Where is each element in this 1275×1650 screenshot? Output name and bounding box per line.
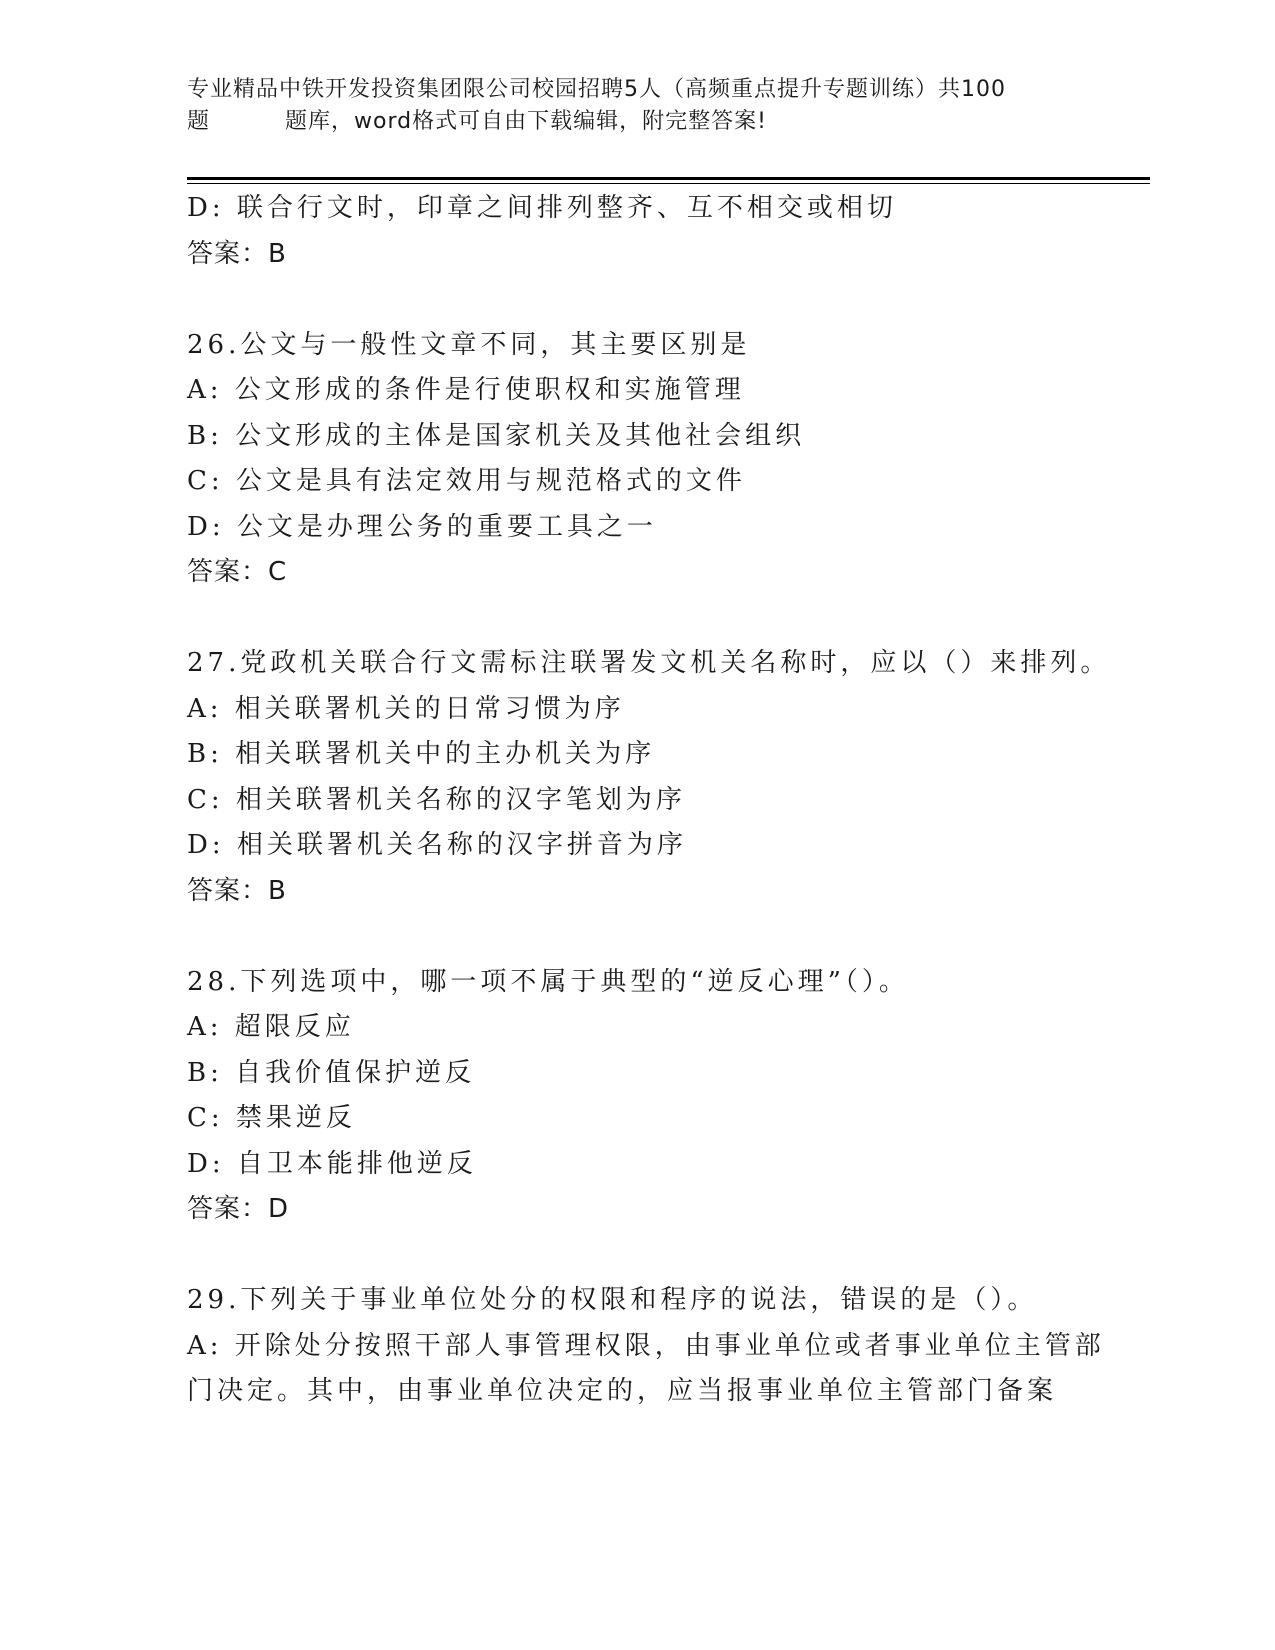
header-title-line1: 专业精品中铁开发投资集团限公司校园招聘5人（高频重点提升专题训练）共100 [187,77,1006,102]
option-b: B: 自我价值保护逆反 [187,1057,476,1088]
question-stem: 28.下列选项中，哪一项不属于典型的“逆反心理”（）。 [187,966,909,997]
question-27 [187,641,1111,914]
option-d: D: 相关联署机关名称的汉字拼音为序 [187,830,687,860]
question-stem: 26.公文与一般性文章不同，其主要区别是 [187,329,751,360]
option-a: A: 超限反应 [187,1012,355,1042]
option-a: A: 公文形成的条件是行使职权和实施管理 [187,375,745,405]
header-divider-thin [187,183,1150,184]
option-c: C: 相关联署机关名称的汉字笔划为序 [187,784,686,815]
header-title-line2-left: 题 [187,109,211,134]
question-26 [187,323,1087,596]
spacer [187,1233,1087,1279]
option-c: C: 禁果逆反 [187,1103,356,1133]
document-body [187,186,1111,1415]
header-title-line2 [187,106,1087,138]
header-title-line2-right: 题库，word格式可自由下载编辑，附完整答案! [285,109,767,134]
option-d: D: 自卫本能排他逆反 [187,1148,477,1179]
question-28 [187,960,1087,1233]
option-a-continued: 门决定。其中，由事业单位决定的，应当报事业单位主管部门备案 [187,1376,1058,1406]
header-divider-thick [187,177,1150,180]
page-header [187,74,1087,138]
option-a: A: 开除处分按照干部人事管理权限，由事业单位或者事业单位主管部 [187,1330,1105,1361]
prev-question-answer: 答案：B [187,238,287,269]
option-d: D: 公文是办理公务的重要工具之一 [187,511,657,542]
question-29 [187,1278,1105,1415]
spacer [187,277,1087,323]
option-c: C: 公文是具有法定效用与规范格式的文件 [187,466,746,496]
option-a: A: 相关联署机关的日常习惯为序 [187,693,625,724]
question-stem: 27.党政机关联合行文需标注联署发文机关名称时，应以（）来排列。 [187,648,1111,678]
answer: 答案：C [187,557,288,587]
spacer [187,596,1087,642]
question-stem: 29.下列关于事业单位处分的权限和程序的说法，错误的是（）。 [187,1285,1038,1315]
answer: 答案：D [187,1194,290,1224]
option-b: B: 相关联署机关中的主办机关为序 [187,739,656,769]
spacer [187,914,1087,960]
option-b: B: 公文形成的主体是国家机关及其他社会组织 [187,420,806,451]
answer: 答案：B [187,875,287,906]
prev-question-option-d: D: 联合行文时，印章之间排列整齐、互不相交或相切 [187,193,897,223]
